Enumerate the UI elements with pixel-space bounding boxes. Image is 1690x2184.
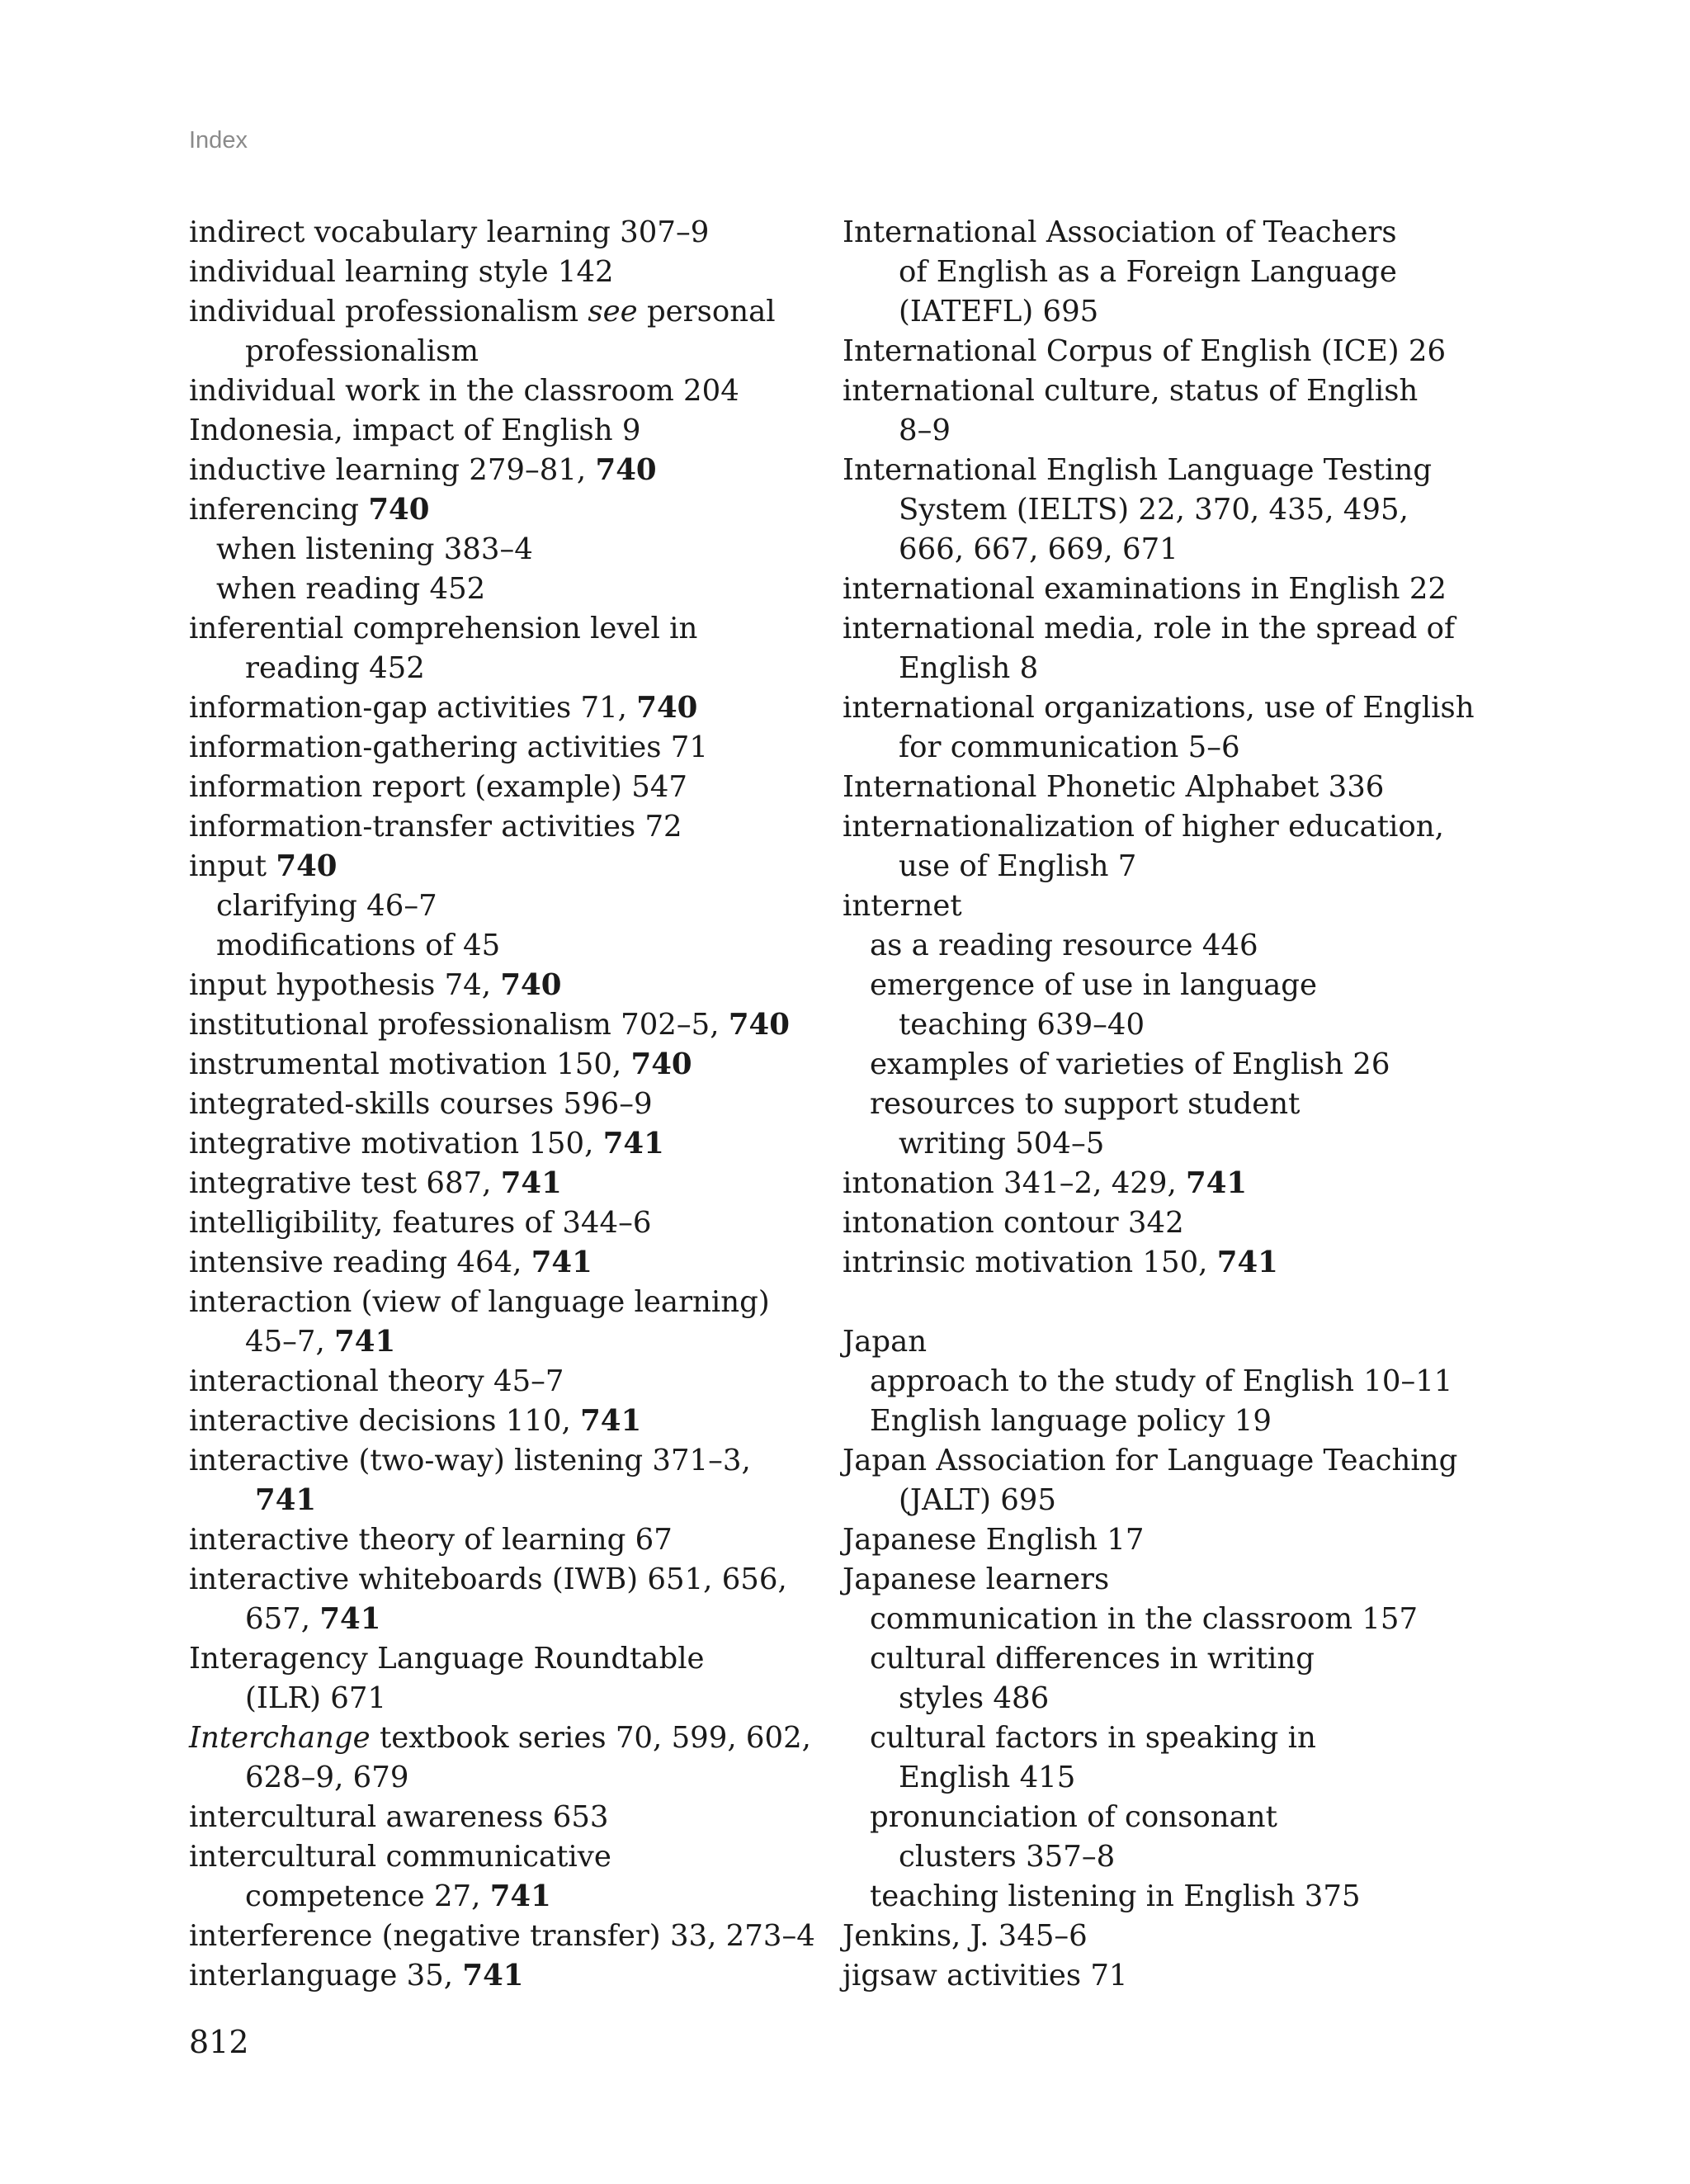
index-entry: intrinsic motivation 150, 741 xyxy=(843,1246,1278,1279)
index-entry: integrative motivation 150, 741 xyxy=(189,1127,664,1161)
letter-group-gap xyxy=(843,1283,1470,1322)
index-entry: individual professionalism see personal professionalism xyxy=(189,295,776,368)
index-entry: intonation 341–2, 429, 741 xyxy=(843,1166,1248,1200)
index-entry: inductive learning 279–81, 740 xyxy=(189,453,657,487)
index-entry: individual work in the classroom 204 xyxy=(189,374,739,408)
index-subentry: when listening 383–4 xyxy=(216,532,533,566)
index-subentry: approach to the study of English 10–11 xyxy=(870,1364,1453,1398)
index-entry: Interchange textbook series 70, 599, 602, 628–9, 679 xyxy=(189,1721,811,1794)
index-entry: interaction (view of language learning) 45–7, 741 xyxy=(189,1285,770,1359)
index-entry: intercultural awareness 653 xyxy=(189,1800,609,1834)
index-entry: international organizations, use of English for communication 5–6 xyxy=(843,691,1475,764)
index-entry: Japan xyxy=(843,1325,928,1359)
index-entry: interactive decisions 110, 741 xyxy=(189,1404,642,1438)
index-entry: International Association of Teachers of English as a Foreign Language (IATEFL) 695 xyxy=(843,215,1397,329)
index-subentry: as a reading resource 446 xyxy=(870,929,1258,962)
index-entry: interactive whiteboards (IWB) 651, 656, 657, 741 xyxy=(189,1562,787,1636)
index-entry: intelligibility, features of 344–6 xyxy=(189,1206,652,1240)
index-entry: instrumental motivation 150, 740 xyxy=(189,1047,692,1081)
index-subentry: examples of varieties of English 26 xyxy=(870,1047,1390,1081)
index-entry: inferential comprehension level in reading 452 xyxy=(189,612,698,685)
index-subentry: clarifying 46–7 xyxy=(216,889,437,923)
index-entry: interactional theory 45–7 xyxy=(189,1364,564,1398)
index-column-left xyxy=(189,213,824,1996)
index-entry: Jenkins, J. 345–6 xyxy=(843,1919,1088,1953)
index-entry: Japanese learners xyxy=(843,1562,1110,1596)
index-entry: interlanguage 35, 741 xyxy=(189,1959,524,1993)
index-entry: Indonesia, impact of English 9 xyxy=(189,414,641,447)
index-subentry: emergence of use in language teaching 639–40 xyxy=(870,968,1317,1042)
index-subentry: teaching listening in English 375 xyxy=(870,1879,1361,1913)
index-entry: individual learning style 142 xyxy=(189,255,614,289)
index-entry: inferencing 740 xyxy=(189,493,430,527)
index-entry: Interagency Language Roundtable (ILR) 671 xyxy=(189,1642,705,1715)
index-column-right xyxy=(843,213,1475,1996)
index-entry: information report (example) 547 xyxy=(189,770,687,804)
index-entry: internet xyxy=(843,889,962,923)
index-entry: information-gathering activities 71 xyxy=(189,730,708,764)
index-entry: integrated-skills courses 596–9 xyxy=(189,1087,653,1121)
index-entry: Japanese English 17 xyxy=(843,1523,1145,1557)
index-entry: intonation contour 342 xyxy=(843,1206,1184,1240)
index-entry: internationalization of higher education, use of English 7 xyxy=(843,810,1444,883)
index-entry: jigsaw activities 71 xyxy=(843,1959,1128,1993)
index-subentry: cultural factors in speaking in English 415 xyxy=(870,1721,1316,1794)
index-entry: International English Language Testing System (IELTS) 22, 370, 435, 495, 666, 667, 669, 671 xyxy=(843,453,1433,566)
index-subentry: communication in the classroom 157 xyxy=(870,1602,1419,1636)
index-entry: institutional professionalism 702–5, 740 xyxy=(189,1008,790,1042)
index-entry: International Phonetic Alphabet 336 xyxy=(843,770,1385,804)
running-head: Index xyxy=(189,127,248,154)
index-entry: intercultural communicative competence 27, 741 xyxy=(189,1840,611,1913)
index-entry: input 740 xyxy=(189,849,338,883)
index-entry: interference (negative transfer) 33, 273–4 xyxy=(189,1919,815,1953)
index-entry: indirect vocabulary learning 307–9 xyxy=(189,215,710,249)
index-entry: information-transfer activities 72 xyxy=(189,810,682,844)
index-entry: international culture, status of English 8–9 xyxy=(843,374,1419,447)
index-entry: input hypothesis 74, 740 xyxy=(189,968,562,1002)
index-entry: information-gap activities 71, 740 xyxy=(189,691,698,725)
index-entry: International Corpus of English (ICE) 26 xyxy=(843,334,1447,368)
index-entry: international examinations in English 22 xyxy=(843,572,1447,606)
index-entry: integrative test 687, 741 xyxy=(189,1166,562,1200)
index-entry: intensive reading 464, 741 xyxy=(189,1246,592,1279)
index-entry: interactive theory of learning 67 xyxy=(189,1523,673,1557)
index-subentry: pronunciation of consonant clusters 357–8 xyxy=(870,1800,1277,1874)
index-subentry: when reading 452 xyxy=(216,572,486,606)
index-entry: Japan Association for Language Teaching (JALT) 695 xyxy=(843,1444,1458,1517)
index-entry: international media, role in the spread of English 8 xyxy=(843,612,1456,685)
index-subentry: resources to support student writing 504–5 xyxy=(870,1087,1301,1161)
index-subentry: modifications of 45 xyxy=(216,929,501,962)
page-number: 812 xyxy=(189,2024,249,2060)
index-entry: interactive (two-way) listening 371–3, 741 xyxy=(189,1444,751,1517)
index-subentry: cultural differences in writing styles 486 xyxy=(870,1642,1315,1715)
index-subentry: English language policy 19 xyxy=(870,1404,1272,1438)
